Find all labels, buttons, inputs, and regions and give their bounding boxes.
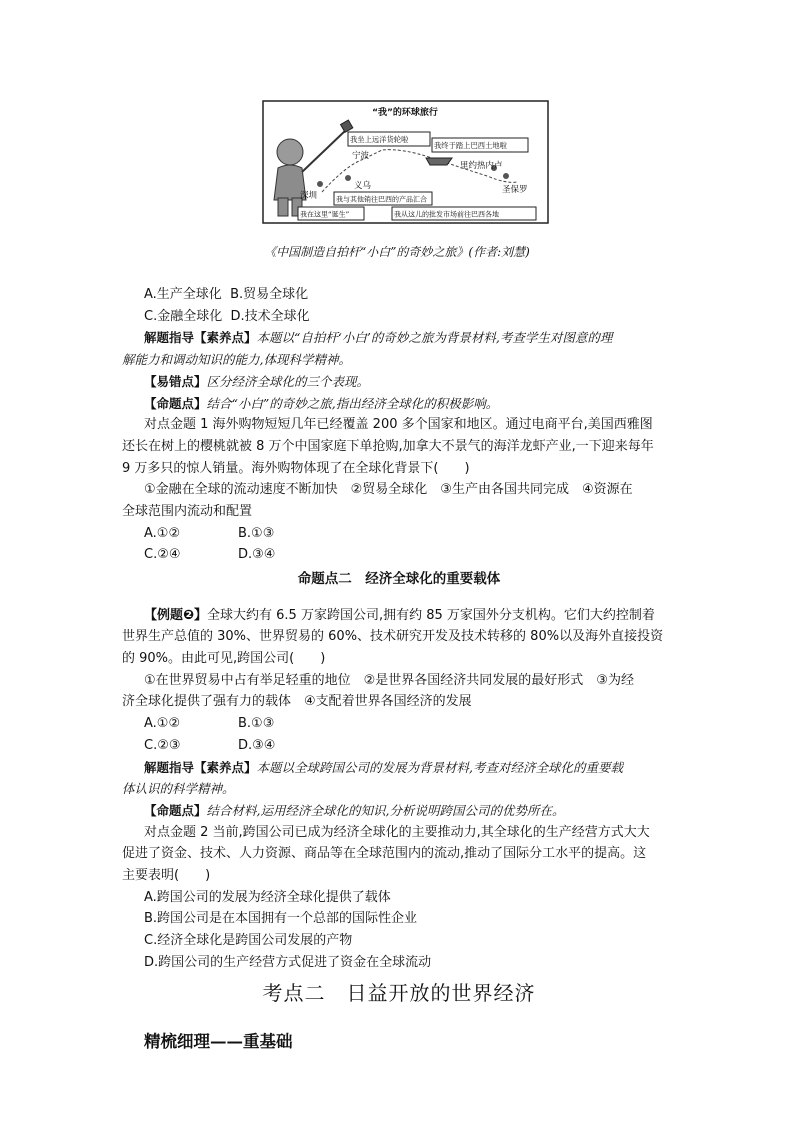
pin-saopaulo <box>503 173 509 179</box>
q3-options-row1 <box>144 713 676 735</box>
page-content <box>122 284 676 1072</box>
pin-yiwu <box>345 175 351 181</box>
figure-title: “我”的环球旅行 <box>372 108 438 118</box>
q4-stem-c: 主要表明( ) <box>122 868 211 884</box>
q4-stem-a: 对点金题 2 当前,跨国公司已成为经济全球化的主要推动力,其全球化的生产经营方式大大 <box>144 824 650 840</box>
q2-items-a: ①金融在全球的流动速度不断加快 ②贸易全球化 ③生产由各国共同完成 ④资源在 <box>144 482 633 498</box>
q4-option-b: B.跨国公司是在本国拥有一个总部的国际性企业 <box>144 911 418 927</box>
q3-option-d: D.③④ <box>238 737 276 753</box>
q1-guide-label: 解题指导【素养点】 <box>144 330 257 346</box>
q3-stem-a-text: 全球大约有 6.5 万家跨国公司,拥有约 85 万家国外分支机构。它们大约控制着 <box>207 607 655 623</box>
section-heading: 命题点二 经济全球化的重要载体 <box>297 571 501 588</box>
q4-option-c: C.经济全球化是跨国公司发展的产物 <box>144 933 353 949</box>
q1-mistake-label: 【易错点】 <box>144 373 207 389</box>
q2-option-c: C.②④ <box>144 547 181 563</box>
q2-options-row1 <box>144 523 676 545</box>
q4-stem-b: 促进了资金、技术、人力资源、商品等在全球范围内的流动,推动了国际分工水平的提高。这 <box>122 846 647 862</box>
bubble-yiwu: 我与其他销往巴西的产品汇合 <box>336 195 427 204</box>
q3-items-a: ①在世界贸易中占有举足轻重的地位 ②是世界各国经济共同发展的最好形式 ③为经 <box>144 672 634 688</box>
bubble-brazil: 我终于踏上巴西土地啦 <box>434 141 507 150</box>
q1-option-a: A.生产全球化 <box>144 287 222 302</box>
q3-items-b: 济全球化提供了强有力的载体 ④支配着世界各国经济的发展 <box>122 694 472 710</box>
q2-items-b: 全球范围内流动和配置 <box>122 504 253 520</box>
q3-stem-a <box>144 605 676 627</box>
q2-stem-c: 9 万多只的惊人销量。海外购物体现了在全球化背景下( ) <box>122 460 470 476</box>
q3-stem-b: 世界生产总值的 30%、世界贸易的 60%、技术研究开发及技术转移的 80%以及海外直接投资 <box>122 629 664 645</box>
bubble-ship: 我坐上远洋货轮啦 <box>350 135 409 144</box>
q3-option-b: B.①③ <box>238 716 275 732</box>
q3-guide <box>144 757 676 779</box>
q3-point <box>144 800 676 822</box>
q3-option-a: A.①② <box>144 716 181 732</box>
sub-heading: 精梳细理——重基础 <box>144 1031 293 1051</box>
q1-option-d: D.技术全球化 <box>230 308 310 324</box>
pin-shenzhen <box>317 181 323 187</box>
q1-guide <box>144 327 676 349</box>
q3-label: 【例题❷】 <box>144 607 208 623</box>
q2-options-row2 <box>144 544 676 566</box>
q3-guide-cont: 体认识的科学精神。 <box>122 781 235 797</box>
ship-icon <box>426 158 452 165</box>
q3-options-row2 <box>144 735 676 757</box>
q4-option-a: A.跨国公司的发展为经济全球化提供了载体 <box>144 889 391 905</box>
q2-option-a: A.①② <box>144 525 181 541</box>
q3-stem-c: 的 90%。由此可见,跨国公司( ) <box>122 651 326 667</box>
q1-options-row2 <box>144 306 676 328</box>
q1-option-c: C.金融全球化 <box>144 308 223 324</box>
q1-mistake-text: 区分经济全球化的三个表现。 <box>206 373 370 389</box>
q2-stem-a: 对点金题 1 海外购物短短几年已经覆盖 200 多个国家和地区。通过电商平台,美国西雅图 <box>144 417 653 433</box>
q2-stem-b: 还长在树上的樱桃就被 8 万个中国家庭下单抢购,加拿大不景气的海洋龙虾产业,一下迎来每年 <box>122 438 654 454</box>
q3-point-label: 【命题点】 <box>144 802 207 818</box>
q2-option-b: B.①③ <box>238 525 275 541</box>
bubble-shenzhen: 我在这里“诞生” <box>300 210 350 219</box>
q3-point-text: 结合材料,运用经济全球化的知识,分析说明跨国公司的优势所在。 <box>206 802 565 818</box>
q1-option-b: B.贸易全球化 <box>230 287 309 302</box>
q1-guide-text-a: 本题以“自拍杆‘小白’的奇妙之旅为背景材料,考查学生对图意的理 <box>256 330 613 346</box>
figure-caption: 《中国制造自拍杆“小白”的奇妙之旅》(作者:刘慧) <box>264 245 530 259</box>
q1-options-row1 <box>144 284 676 306</box>
q1-point <box>144 393 676 415</box>
place-rio: 里约热内卢 <box>460 161 503 171</box>
q3-guide-label: 解题指导【素养点】 <box>144 759 257 775</box>
travel-illustration <box>262 100 549 224</box>
q3-option-c: C.②③ <box>144 737 181 753</box>
q4-option-d: D.跨国公司的生产经营方式促进了资金在全球流动 <box>144 954 432 970</box>
q1-mistake <box>144 371 676 393</box>
place-yiwu: 义乌 <box>354 181 372 191</box>
place-shenzhen: 深圳 <box>300 191 318 201</box>
kaodian-heading: 考点二 日益开放的世界经济 <box>262 980 536 1005</box>
q2-option-d: D.③④ <box>238 547 276 563</box>
q1-point-text: 结合“小白”的奇妙之旅,指出经济全球化的积极影响。 <box>206 395 499 411</box>
q3-guide-text-a: 本题以全球跨国公司的发展为背景材料,考查对经济全球化的重要载 <box>256 759 623 775</box>
q1-point-label: 【命题点】 <box>144 395 207 411</box>
q1-guide-cont: 解能力和调动知识的能力,体现科学精神。 <box>122 352 351 368</box>
place-ningbo: 宁波 <box>352 151 370 161</box>
bubble-saopaulo: 我从这儿的批发市场前往巴西各地 <box>394 210 499 219</box>
place-saopaulo: 圣保罗 <box>502 185 528 195</box>
